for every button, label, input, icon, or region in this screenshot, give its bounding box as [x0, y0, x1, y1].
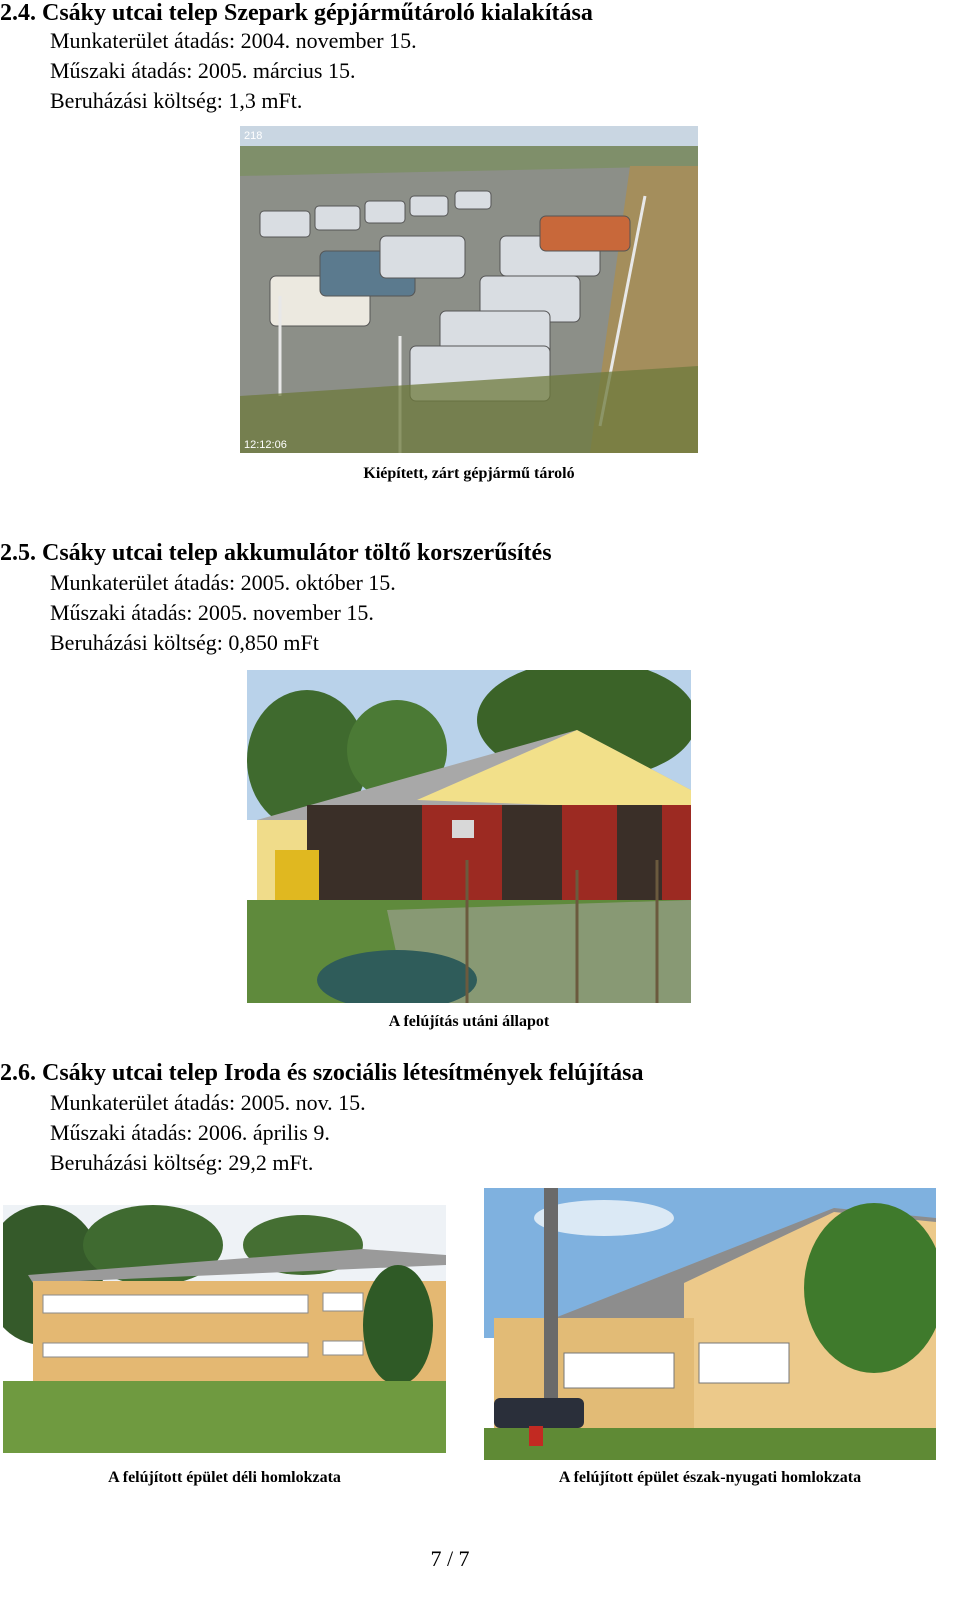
south-facade-photo — [3, 1205, 446, 1453]
south-facade-caption: A felújított épület déli homlokzata — [108, 1469, 341, 1486]
northwest-facade-photo — [484, 1188, 936, 1460]
section-2-5-line-3: Beruházási költség: 0,850 mFt — [50, 630, 319, 655]
section-2-5-line-1: Munkaterület átadás: 2005. október 15. — [50, 570, 396, 595]
section-2-6-line-2: Műszaki átadás: 2006. április 9. — [50, 1120, 330, 1145]
section-2-4-line-3: Beruházási költség: 1,3 mFt. — [50, 88, 303, 113]
parking-lot-photo — [240, 126, 698, 453]
section-2-6-line-1: Munkaterület átadás: 2005. nov. 15. — [50, 1090, 366, 1115]
camera-id-overlay: 218 — [244, 130, 263, 142]
northwest-facade-caption: A felújított épület észak-nyugati homlokzata — [558, 1469, 862, 1486]
parking-lot-caption: Kiépített, zárt gépjármű tároló — [363, 465, 575, 482]
section-2-6-line-3: Beruházási költség: 29,2 mFt. — [50, 1150, 314, 1175]
section-heading-2-4: 2.4. Csáky utcai telep Szepark gépjárműtároló kialakítása — [0, 0, 593, 26]
page-number: 7 / 7 — [430, 1546, 470, 1571]
battery-charger-caption: A felújítás utáni állapot — [388, 1013, 550, 1030]
section-heading-2-6: 2.6. Csáky utcai telep Iroda és szociális létesítmények felújítása — [0, 1060, 644, 1086]
section-2-5-line-2: Műszaki átadás: 2005. november 15. — [50, 600, 374, 625]
section-2-4-line-2: Műszaki átadás: 2005. március 15. — [50, 58, 356, 83]
camera-time-overlay: 12:12:06 — [244, 439, 287, 451]
section-2-4-line-1: Munkaterület átadás: 2004. november 15. — [50, 28, 417, 53]
section-heading-2-5: 2.5. Csáky utcai telep akkumulátor töltő korszerűsítés — [0, 540, 552, 566]
battery-charger-building-photo — [247, 670, 691, 1003]
